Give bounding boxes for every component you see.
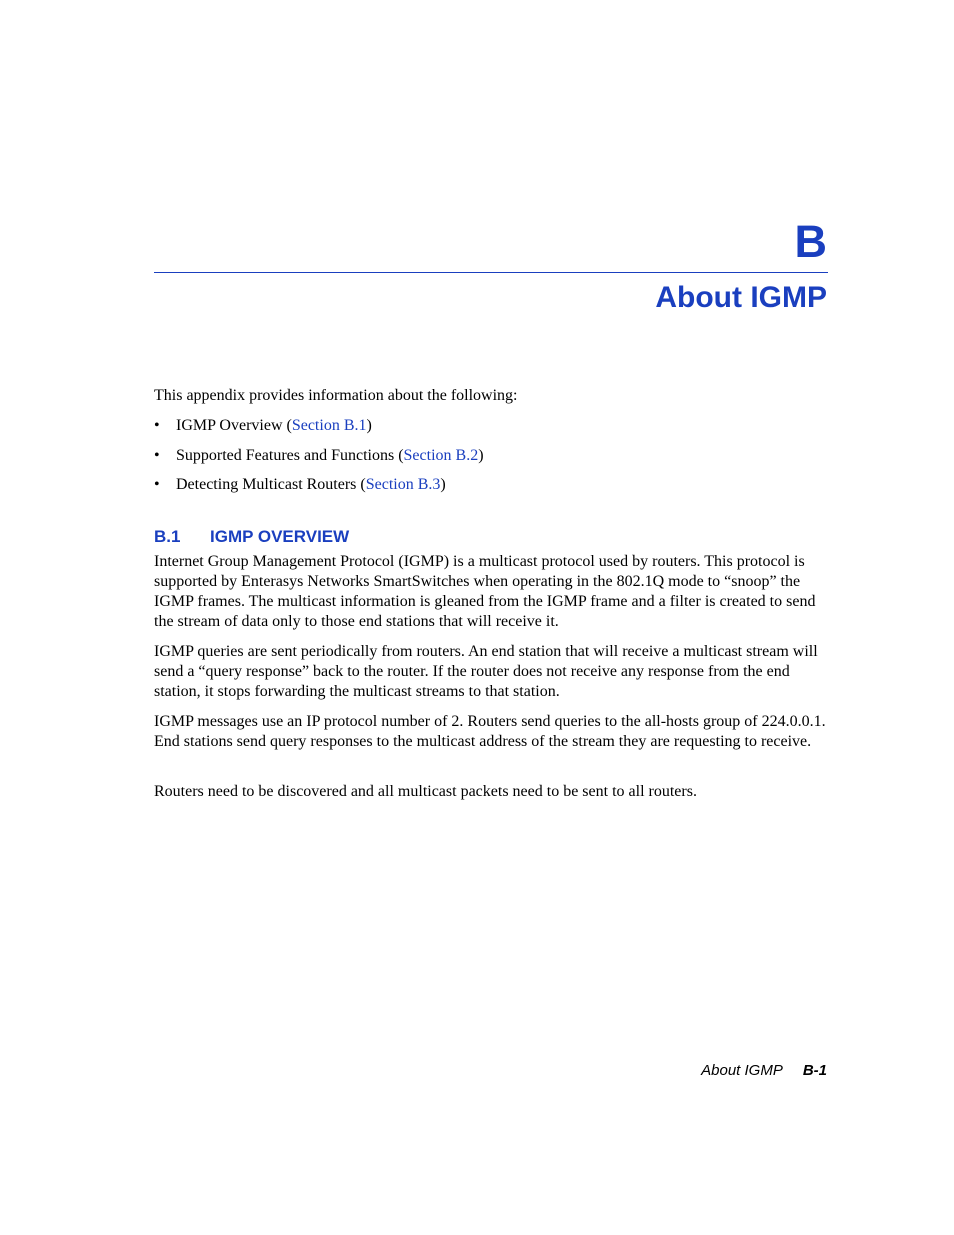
bullet-icon: •: [154, 476, 160, 493]
page-footer: [701, 1061, 827, 1081]
topic-list: [154, 416, 834, 505]
list-item-close: ): [478, 446, 484, 464]
intro-text: This appendix provides information about the following:: [154, 387, 518, 404]
page-number: B-1: [802, 1062, 827, 1079]
section-number: B.1: [154, 527, 181, 546]
list-item-text: Detecting Multicast Routers (: [176, 476, 366, 493]
list-item-close: ): [440, 476, 446, 493]
footer-title: About IGMP: [701, 1062, 783, 1079]
section-heading: [154, 526, 349, 548]
paragraph: IGMP queries are sent periodically from routers. An end station that will receive a multicast stream will send a “query response” back to the router. If the router does not receive any response from the end station, it stops forwarding the multicast streams to that station.: [154, 643, 818, 700]
section-title: IGMP OVERVIEW: [210, 527, 350, 546]
list-item-text: Supported Features and Functions (: [176, 446, 404, 464]
list-item: [154, 416, 834, 436]
list-item: [154, 446, 834, 466]
section-link-b2[interactable]: Section B.2: [403, 446, 479, 464]
list-item: [154, 475, 834, 495]
chapter-divider: [154, 272, 828, 273]
bullet-icon: •: [154, 417, 160, 434]
paragraph: Internet Group Management Protocol (IGMP) is a multicast protocol used by routers. This protocol is supported by Enterasys Networks SmartSwitches when operating in the 802.1Q mode to “snoop” the IGMP frames. The multicast information is gleaned from the IGMP frame and a filter is created to send the stream of data only to those end stations that will receive it.: [154, 553, 816, 630]
paragraph: Routers need to be discovered and all multicast packets need to be sent to all routers.: [154, 783, 697, 800]
chapter-title: About IGMP: [655, 281, 827, 314]
paragraph: IGMP messages use an IP protocol number of 2. Routers send queries to the all-hosts group of 224.0.0.1. End stations send query responses to the multicast address of the stream they are requesting to receive.: [154, 713, 826, 750]
list-item-text: IGMP Overview (: [176, 417, 292, 434]
bullet-icon: •: [154, 446, 160, 464]
section-link-b3[interactable]: Section B.3: [365, 476, 441, 493]
chapter-letter: B: [794, 216, 827, 267]
list-item-close: ): [366, 417, 372, 434]
section-link-b1[interactable]: Section B.1: [291, 417, 367, 434]
